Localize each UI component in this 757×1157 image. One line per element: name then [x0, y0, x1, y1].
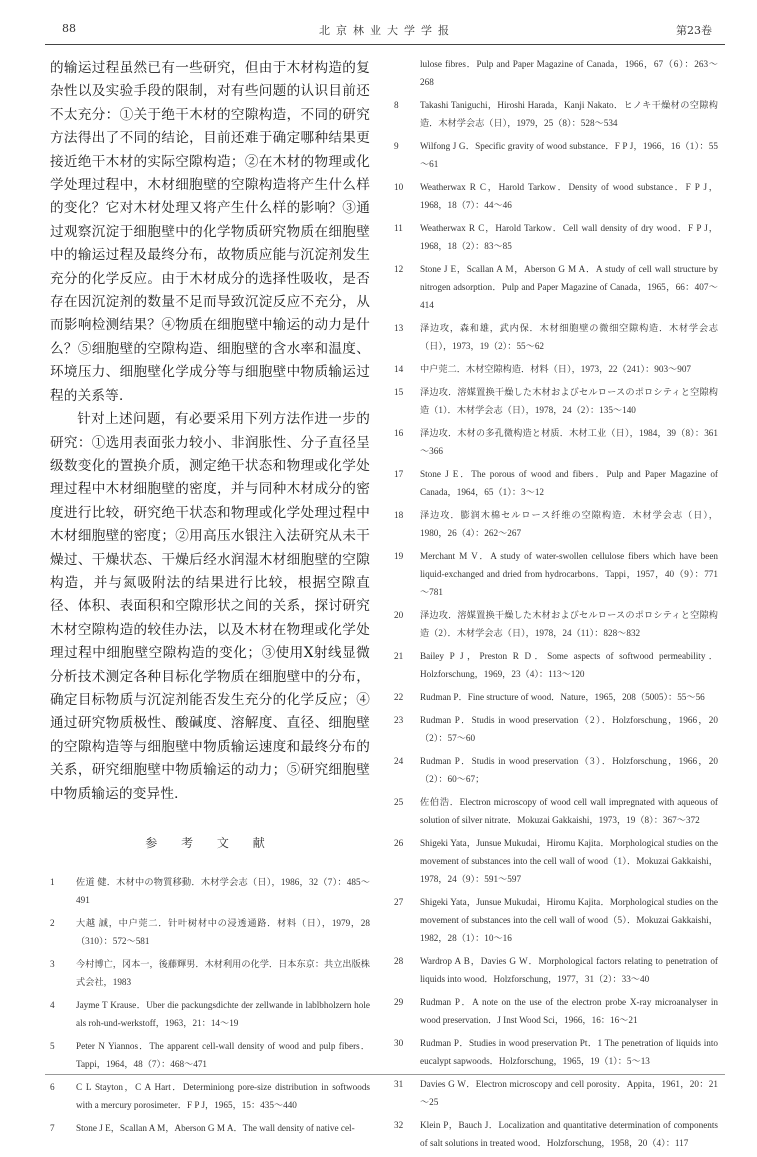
reference-number: 15 [394, 387, 404, 397]
reference-number: 21 [394, 651, 404, 661]
reference-text: Weatherwax R C，Harold Tarkow．Density of wood substance．F P J，1968，18（7）：44～46 [420, 182, 718, 210]
reference-text: Rudman P．Studis in wood preservation（2）．Holzforschung，1966，20（2）：57～60 [420, 715, 718, 743]
reference-text: 大越 誠，中户莞二．针叶树材中の浸透通路．材料（日），1979，28（310）：572～581 [76, 918, 370, 946]
reference-entry [394, 178, 718, 214]
reference-entry [394, 424, 718, 460]
reference-text: Rudman P．Fine structure of wood．Nature，1965，208（5005）：55～56 [420, 692, 705, 702]
reference-text: Davies G W．Electron microscopy and cell porosity．Appita，1961，20：21～25 [420, 1079, 718, 1107]
reference-entry [394, 465, 718, 501]
reference-number: 31 [394, 1079, 404, 1089]
reference-text: Rudman P．A note on the use of the electron probe X-ray microanalyser in wood preservation．J Inst Wood Sci，1966，16：16～21 [420, 997, 718, 1025]
reference-text: Jayme T Krause．Uber die packungsdichte der zellwande in lablbholzern hole als roh-und-werkstoff，1963，21：14～19 [76, 1000, 370, 1028]
reference-text: Shigeki Yata，Junsue Mukudai，Hiromu Kajita．Morphological studies on the movement of substances into the cell wall of wood（1）．Mokuzai Gakkaishi，1978，24（9）：591～597 [420, 838, 718, 884]
reference-number: 8 [394, 100, 399, 110]
reference-entry [394, 688, 718, 706]
reference-text: Weatherwax R C，Harold Tarkow．Cell wall density of dry wood．F P J，1968，18（2）：83～85 [420, 223, 718, 251]
reference-text: 泽边攻．木材の多孔微构造と材质．木材工业（日），1984，39（8）：361～366 [420, 428, 718, 456]
reference-number: 24 [394, 756, 404, 766]
volume-label: 第23卷 [676, 24, 712, 37]
reference-text: Shigeki Yata，Junsue Mukudai，Hiromu Kajita．Morphological studies on the movement of substances into the cell wall of wood（5）．Mokuzai Gakkaishi，1982，28（1）：10～16 [420, 897, 718, 943]
reference-entry [394, 647, 718, 683]
reference-entry [394, 96, 718, 132]
reference-number: 32 [394, 1120, 404, 1130]
reference-text: lulose fibres．Pulp and Paper Magazine of Canada，1966，67（6）：263～268 [420, 59, 718, 87]
reference-entry [394, 711, 718, 747]
left-column [50, 57, 370, 1142]
reference-entry [394, 834, 718, 888]
reference-text: Rudman P．Studis in wood preservation（3）．Holzforschung，1966，20（2）：60～67； [420, 756, 718, 784]
reference-entry [394, 1075, 718, 1111]
reference-number: 9 [394, 141, 399, 151]
reference-number: 23 [394, 715, 404, 725]
reference-number: 1 [50, 877, 55, 887]
reference-entry [394, 383, 718, 419]
reference-entry [394, 752, 718, 788]
reference-number: 2 [50, 918, 55, 928]
reference-entry [394, 793, 718, 829]
reference-number: 13 [394, 323, 404, 333]
reference-number: 10 [394, 182, 404, 192]
page-number: 88 [62, 22, 76, 35]
reference-number: 4 [50, 1000, 55, 1010]
right-column [394, 55, 718, 1157]
reference-entry [394, 893, 718, 947]
reference-number: 11 [394, 223, 403, 233]
reference-entry [394, 55, 718, 91]
reference-entry [394, 219, 718, 255]
reference-text: Merchant M V．A study of water-swollen cellulose fibers which have been liquid-exchanged and dried from hydrocarbons．Tappi，1957，40（9）：771～781 [420, 551, 718, 597]
reference-entry [394, 993, 718, 1029]
reference-text: 泽边攻．溶媒置换干燥した木材およびセルロースのポロシティと空隙构造（2）．木材学会志（日），1978，24（11）：828～832 [420, 610, 718, 638]
reference-entry [394, 606, 718, 642]
reference-text: Bailey P J，Preston R D．Some aspects of softwood permeability．Holzforschung，1969，23（4）：113～120 [420, 651, 718, 679]
reference-text: 今村博亡，冈本一，後藤輝男．木材利用の化学．日本东京：共立出版株式会社，1983 [76, 959, 370, 987]
reference-number: 29 [394, 997, 404, 1007]
reference-text: 泽边攻，森和雄，武内保．木材细胞壁の微细空隙构造．木材学会志（日），1973，19（2）：55～62 [420, 323, 718, 351]
reference-entry [394, 260, 718, 314]
reference-text: Wilfong J G．Specific gravity of wood substance．F P J，1966，16（1）：55～61 [420, 141, 718, 169]
header-rule [45, 44, 725, 45]
reference-number: 17 [394, 469, 404, 479]
reference-entry [50, 955, 370, 991]
reference-text: 佐道 健．木材中の物質移動．木材学会志（日），1986，32（7）：485～491 [76, 877, 370, 905]
reference-number: 28 [394, 956, 404, 966]
reference-entry [394, 506, 718, 542]
reference-text: Wardrop A B，Davies G W．Morphological factors relating to penetration of liquids into wood．Holzforschung，1977，31（2）：33～40 [420, 956, 718, 984]
reference-number: 27 [394, 897, 404, 907]
reference-number: 7 [50, 1123, 55, 1133]
reference-number: 12 [394, 264, 404, 274]
reference-number: 18 [394, 510, 404, 520]
journal-title: 北京林业大学学报 [319, 24, 455, 37]
reference-text: 泽边攻．膨润木棉セルロース纤维の空隙构造．木材学会志（日），1980，26（4）：262～267 [420, 510, 718, 538]
reference-text: Peter N Yiannos．The apparent cell-wall density of wood and pulp fibers．Tappi，1964，48（7）：468～471 [76, 1041, 370, 1069]
reference-number: 6 [50, 1082, 55, 1092]
reference-number: 25 [394, 797, 404, 807]
reference-entry [50, 1119, 370, 1137]
reference-entry [394, 1116, 718, 1152]
reference-text: Stone J E，Scallan A M，Aberson G M A．The wall density of native cel- [76, 1123, 355, 1133]
body-paragraph: 的输运过程虽然已有一些研究，但由于木材构造的复杂性以及实验手段的限制，对有些问题的认识目前还不太充分：①关于绝干木材的空隙构造，不同的研究方法得出了不同的结论，目前还难于确定哪种结果更接近绝干木材的实际空隙构造；②在木材的物理或化学处理过程中，木材细胞壁的空隙构造将产生什么样的变化？它对木材处理又将产生什么样的影响？③通过观察沉淀于细胞壁中的化学物质研究物质在细胞壁中的输运过程及最终分布，故物质应能与沉淀剂发生充分的化学反应。由于木材成分的选择性吸收，是否存在因沉淀剂的数量不足而导致沉淀反应不充分，从而影响检测结果？④物质在细胞壁中输运的动力是什么？⑤细胞壁的空隙构造、细胞壁的含水率和温度、环境压力、细胞壁化学成分等与细胞壁中物质输运过程的关系等． [50, 60, 370, 404]
references-heading: 参 考 文 献 [145, 836, 275, 850]
reference-entry [50, 914, 370, 950]
reference-number: 22 [394, 692, 404, 702]
reference-number: 20 [394, 610, 404, 620]
reference-list-right [394, 55, 718, 1152]
reference-text: C L Stayton，C A Hart．Determiniong pore-size distribution in softwoods with a mercury porosimeter．F P J，1965，15：435～440 [76, 1082, 370, 1110]
bottom-rule [45, 1074, 725, 1075]
reference-number: 19 [394, 551, 404, 561]
reference-entry [394, 319, 718, 355]
reference-entry [50, 1037, 370, 1073]
body-paragraph: 针对上述问题，有必要采用下列方法作进一步的研究：①选用表面张力较小、非润胀性、分子直径呈级数变化的置换介质，测定绝干状态和物理或化学处理过程中木材细胞壁的密度，并与同种木材成分的密度进行比较，研究绝干状态和物理或化学处理过程中木材细胞壁的密度；②用高压水银注入法研究从未干燥过、干燥状态、干燥后经水润湿木材细胞壁的空隙构造，并与氮吸附法的结果进行比较，根据空隙直径、体积、表面积和空隙形状之间的关系，探讨研究木材空隙构造的较佳办法，以及木材在物理或化学处理过程中细胞壁空隙构造的变化；③使用X射线显微分析技术测定各种目标化学物质在细胞壁中的分布，确定目标物质与沉淀剂能否发生充分的化学反应；④通过研究物质极性、酸碱度、溶解度、直径、细胞壁的空隙构造等与细胞壁中物质输运速度和最终分布的关系，研究细胞壁中物质输运的动力；⑤研究细胞壁中物质输运的变异性． [50, 411, 370, 802]
reference-list-left [50, 873, 370, 1137]
reference-text: 佐伯浩．Electron microscopy of wood cell wall impregnated with aqueous of solution of silver nitrate．Mokuzai Gakkaishi，1973，19（8）：367～372 [420, 797, 718, 825]
reference-entry [394, 360, 718, 378]
reference-entry [394, 137, 718, 173]
reference-entry [50, 873, 370, 909]
reference-text: Takashi Taniguchi，Hiroshi Harada，Kanji Nakato．ヒノキ干燥材の空隙构造．木材学会志（日），1979，25（8）：528～534 [420, 100, 718, 128]
reference-entry [394, 1034, 718, 1070]
reference-text: Stone J E．The porous of wood and fibers．Pulp and Paper Magazine of Canada，1964，65（1）：3～12 [420, 469, 718, 497]
reference-text: Rudman P．Studies in wood preservation Pt．1 The penetration of liquids into eucalypt sapwoods．Holzforschung，1965，19（1）：5～13 [420, 1038, 718, 1066]
reference-text: 中户莞二．木材空隙构造．材料（日），1973，22（241）：903～907 [420, 364, 692, 374]
reference-entry [50, 996, 370, 1032]
reference-text: Klein P，Bauch J．Localization and quantitative determination of components of salt solutions in treated wood．Holzforschung，1958，20（4）：117 [420, 1120, 718, 1148]
reference-number: 5 [50, 1041, 55, 1051]
reference-entry [394, 952, 718, 988]
running-header [62, 22, 712, 40]
reference-entry [50, 1078, 370, 1114]
reference-text: Stone J E，Scallan A M，Aberson G M A．A study of cell wall structure by nitrogen adsorption．Pulp and Paper Magazine of Canada，1965，66：407～414 [420, 264, 718, 310]
reference-number: 26 [394, 838, 404, 848]
reference-number: 16 [394, 428, 404, 438]
reference-entry [394, 547, 718, 601]
reference-text: 泽边攻．溶媒置换干燥した木材およびセルロースのポロシティと空隙构造（1）．木材学会志（日），1978，24（2）：135～140 [420, 387, 718, 415]
reference-number: 14 [394, 364, 404, 374]
reference-number: 30 [394, 1038, 404, 1048]
reference-number: 3 [50, 959, 55, 969]
